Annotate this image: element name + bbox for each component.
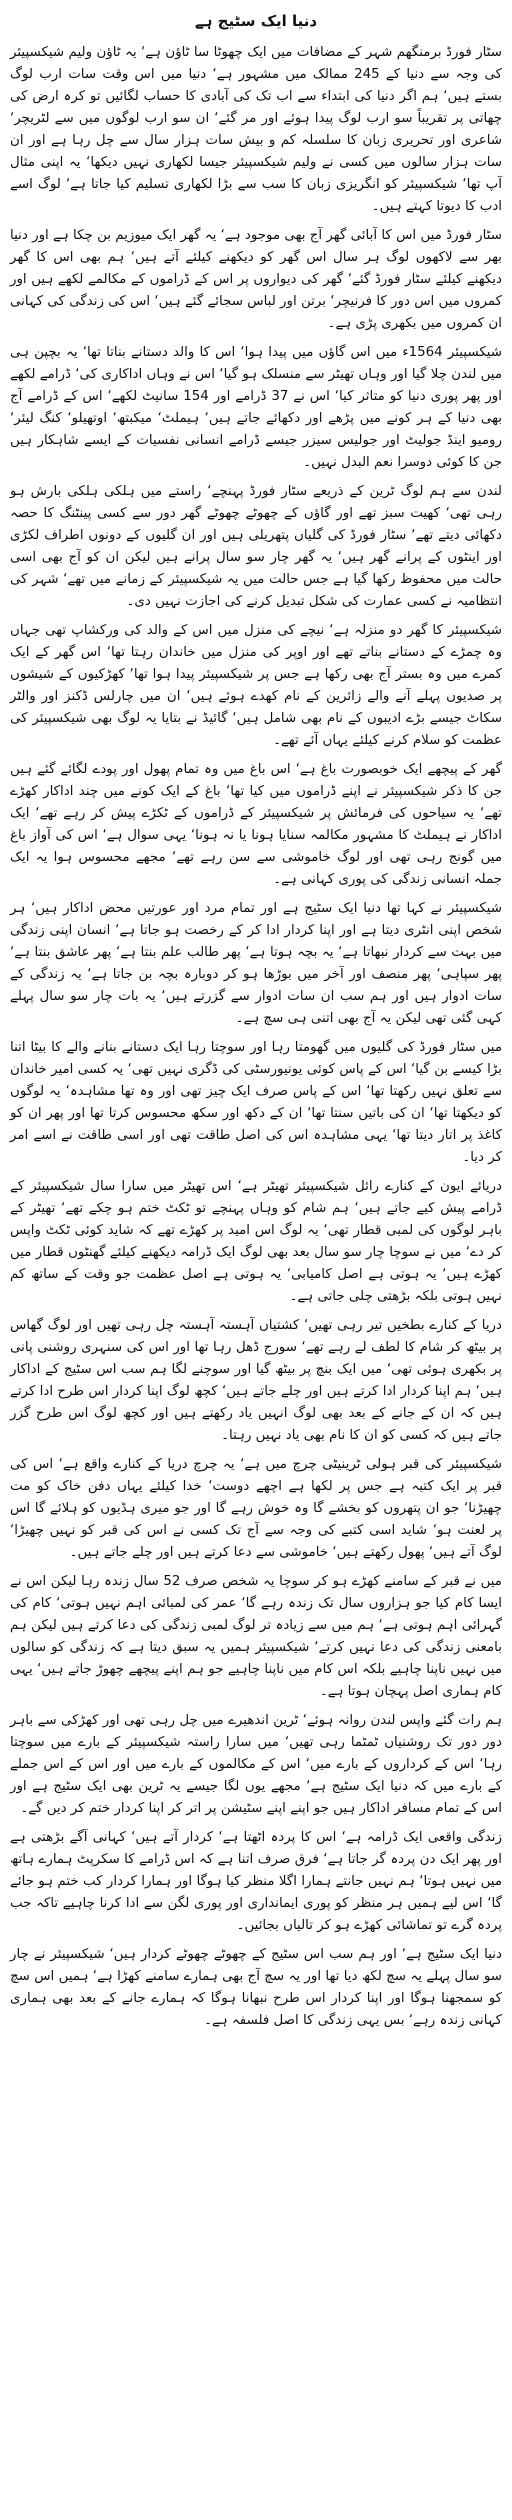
paragraph: زندگی واقعی ایک ڈرامہ ہے‘ اس کا پردہ اٹھتا ہے‘ کردار آتے ہیں‘ کہانی آگے بڑھتی ہے اور پھر ایک دن پردہ گر جاتا ہے‘ فرق صرف اتنا ہے کہ اس ڈرامے کا سکرپٹ ہمارے ہاتھ میں نہیں ہوتا‘ ہم نہیں جانتے ہمارا اگلا منظر کیا ہوگا اور ہمارا کردار کب ختم ہو جائے گا‘ اس لیے ہمیں ہر منظر کو پوری ایمانداری اور پوری لگن سے ادا کرنا چاہیے تاکہ جب پردہ گرے تو تماشائی کھڑے ہو کر تالیاں بجائیں۔ (10, 1830, 502, 1933)
paragraph: میں سٹار فورڈ کی گلیوں میں گھومتا رہا اور سوچتا رہا ایک دستانے بنانے والے کا بیٹا اتنا بڑا کیسے بن گیا‘ اس کے پاس کوئی یونیورسٹی کی ڈگری نہیں تھی‘ یہ کسی امیر خاندان سے تعلق نہیں رکھتا تھا‘ اس کے پاس صرف ایک چیز تھی اور وہ تھا مشاہدہ‘ یہ لوگوں کو دیکھتا تھا‘ ان کی باتیں سنتا تھا‘ ان کے دکھ اور سکھ محسوس کرتا تھا اور پھر ان کو کاغذ پر اتار دیتا تھا‘ یہی مشاہدہ اس کی اصل طاقت تھی اور اسی طاقت نے اسے امر کر دیا۔ (10, 1040, 502, 1165)
paragraph: دنیا ایک سٹیج ہے‘ اور ہم سب اس سٹیج کے چھوٹے چھوٹے کردار ہیں‘ شیکسپیئر نے چار سو سال پہلے یہ سچ لکھ دیا تھا اور یہ سچ آج بھی ہمارے سامنے کھڑا ہے‘ ہمیں اس سچ کو سمجھنا ہوگا اور اپنا کردار اس طرح نبھانا ہوگا کہ ہمارے جانے کے بعد بھی ہماری کہانی زندہ رہے‘ بس یہی زندگی کا اصل فلسفہ ہے۔ (10, 1947, 502, 2028)
paragraph: لندن سے ہم لوگ ٹرین کے ذریعے سٹار فورڈ پہنچے‘ راستے میں ہلکی ہلکی بارش ہو رہی تھی‘ کھیت سبز تھے اور گاؤں کے چھوٹے چھوٹے گھر دور سے کسی پینٹنگ کا حصہ دکھائی دیتے تھے‘ سٹار فورڈ کی گلیاں پتھریلی ہیں اور ان گلیوں کے دونوں اطراف لکڑی اور اینٹوں کے پرانے گھر ہیں‘ یہ گھر چار سو سال پرانے ہیں لیکن ان کو آج بھی اسی حالت میں محفوظ رکھا گیا ہے جس حالت میں یہ شیکسپیئر کے زمانے میں تھے‘ شہر کی انتظامیہ نے کسی عمارت کی شکل تبدیل کرنے کی اجازت نہیں دی۔ (10, 484, 502, 609)
paragraph: ہم رات گئے واپس لندن روانہ ہوئے‘ ٹرین اندھیرے میں چل رہی تھی اور کھڑکی سے باہر دور دور تک روشنیاں ٹمٹما رہی تھیں‘ میں سارا راستہ شیکسپیئر کے بارے میں سوچتا رہا‘ اس کے کرداروں کے بارے میں‘ اس کے مکالموں کے بارے میں اور اس کے اس جملے کے بارے میں کہ دنیا ایک سٹیج ہے‘ مجھے یوں لگا جیسے یہ ٹرین بھی ایک سٹیج ہے اور اس کے تمام مسافر اداکار ہیں جو اپنے اپنے سٹیشن پر اتر کر اپنا کردار ختم کر دیں گے۔ (10, 1713, 502, 1816)
paragraph: سٹار فورڈ برمنگھم شہر کے مضافات میں ایک چھوٹا سا ٹاؤن ہے‘ یہ ٹاؤن ولیم شیکسپیئر کی وجہ سے دنیا کے 245 ممالک میں مشہور ہے‘ دنیا میں اس وقت سات ارب لوگ بستے ہیں‘ ہم اگر دنیا کی ابتداء سے اب تک کی آبادی کا حساب لگائیں تو کرہ ارض کی چھاتی پر تقریباً سو ارب لوگ پیدا ہوئے اور مر گئے‘ ان سو ارب لوگوں میں سے لٹریچر‘ شاعری اور تحریری زبان کا سلسلہ کم و بیش سات ہزار سال سے چل رہا ہے اور ان سات ہزار سالوں میں کسی نے ولیم شیکسپیئر جیسا لکھاری نہیں دیکھا‘ یہ اپنی مثال آپ تھا‘ شیکسپیئر کو انگریزی زبان کا سب سے بڑا لکھاری تسلیم کیا جاتا ہے‘ لوگ اسے ادب کا دیوتا کہتے ہیں۔ (10, 45, 502, 214)
paragraph: دریا کے کنارے بطخیں تیر رہی تھیں‘ کشتیاں آہستہ آہستہ چل رہی تھیں اور لوگ گھاس پر بیٹھ کر شام کا لطف لے رہے تھے‘ سورج ڈھل رہا تھا اور اس کی سنہری روشنی پانی پر بکھری ہوئی تھی‘ میں ایک بنچ پر بیٹھ گیا اور سوچنے لگا ہم سب اس سٹیج کے اداکار ہیں‘ ہم اپنا کردار ادا کرتے ہیں اور چلے جاتے ہیں‘ کچھ لوگ اپنا کردار اس طرح ادا کرتے ہیں کہ ان کے جانے کے بعد بھی لوگ انہیں یاد رکھتے ہیں اور کچھ لوگ اس طرح گزر جاتے ہیں کہ کسی کو ان کا نام بھی یاد نہیں رہتا۔ (10, 1318, 502, 1443)
paragraph: دریائے ایون کے کنارے رائل شیکسپیئر تھیٹر ہے‘ اس تھیٹر میں سارا سال شیکسپیئر کے ڈرامے پیش کیے جاتے ہیں‘ ہم شام کو وہاں پہنچے تو ٹکٹ ختم ہو چکے تھے‘ تھیٹر کے باہر لوگوں کی لمبی قطار تھی‘ یہ لوگ اس امید پر کھڑے تھے کہ شاید کوئی ٹکٹ واپس کر دے‘ میں نے سوچا چار سو سال بعد بھی لوگ ایک ڈرامہ دیکھنے کیلئے گھنٹوں قطار میں کھڑے ہیں‘ یہ ہوتی ہے اصل کامیابی‘ یہ ہوتی ہے اصل عظمت جو وقت کے ساتھ کم نہیں ہوتی بلکہ بڑھتی چلی جاتی ہے۔ (10, 1179, 502, 1304)
paragraph: سٹار فورڈ میں اس کا آبائی گھر آج بھی موجود ہے‘ یہ گھر ایک میوزیم بن چکا ہے اور دنیا بھر سے لاکھوں لوگ ہر سال اس گھر کو دیکھنے کیلئے آتے ہیں‘ ہم بھی اس کا گھر دیکھنے کیلئے سٹار فورڈ گئے‘ گھر کی دیواروں پر اس کے ڈراموں کے مکالمے لکھے ہیں اور کمروں میں اس دور کا فرنیچر‘ برتن اور لباس سجائے گئے ہیں‘ اس کی زندگی کی کہانی ان کمروں میں بکھری پڑی ہے۔ (9, 228, 502, 331)
paragraph: شیکسپیئر نے کہا تھا دنیا ایک سٹیج ہے اور تمام مرد اور عورتیں محض اداکار ہیں‘ ہر شخص اپنی انٹری دیتا ہے اور اپنا کردار ادا کر کے رخصت ہو جاتا ہے‘ انسان اپنی زندگی میں بہت سے کردار نبھاتا ہے‘ یہ بچہ ہوتا ہے‘ پھر طالب علم بنتا ہے‘ پھر عاشق بنتا ہے‘ پھر سپاہی‘ پھر منصف اور آخر میں بوڑھا ہو کر دوبارہ بچہ بن جاتا ہے‘ یہ زندگی کے سات ادوار ہیں اور ہم سب ان سات ادوار سے گزرتے ہیں‘ یہ بات چار سو سال پہلے کہی گئی تھی لیکن یہ آج بھی اتنی ہی سچ ہے۔ (10, 901, 502, 1026)
paragraph: شیکسپیئر کی قبر ہولی ٹرینیٹی چرچ میں ہے‘ یہ چرچ دریا کے کنارے واقع ہے‘ اس کی قبر پر ایک کتبہ ہے جس پر لکھا ہے اچھے دوست‘ خدا کیلئے یہاں دفن خاک کو مت چھیڑنا‘ جو ان پتھروں کو بخشے گا وہ خوش رہے گا اور جو میری ہڈیوں کو ہلائے گا اس پر لعنت ہو‘ شاید اسی کتبے کی وجہ سے آج تک کسی نے اس کی قبر کو نہیں چھیڑا‘ لوگ آتے ہیں‘ پھول رکھتے ہیں‘ خاموشی سے دعا کرتے ہیں اور چلے جاتے ہیں۔ (10, 1457, 502, 1560)
paragraph: گھر کے پیچھے ایک خوبصورت باغ ہے‘ اس باغ میں وہ تمام پھول اور پودے لگائے گئے ہیں جن کا ذکر شیکسپیئر نے اپنے ڈراموں میں کیا تھا‘ باغ کے ایک کونے میں چند اداکار کھڑے تھے‘ یہ سیاحوں کی فرمائش پر شیکسپیئر کے ڈراموں کے ٹکڑے پیش کر رہے تھے‘ ایک اداکار نے ہیملٹ کا مشہور مکالمہ سنایا ہونا یا نہ ہونا‘ یہی سوال ہے‘ اس کی آواز باغ میں گونج رہی تھی اور لوگ خاموشی سے سن رہے تھے‘ مجھے محسوس ہوا یہ ایک جملہ انسانی زندگی کی پوری کہانی ہے۔ (10, 762, 502, 887)
paragraph: شیکسپیئر 1564ء میں اس گاؤں میں پیدا ہوا‘ اس کا والد دستانے بناتا تھا‘ یہ بچپن ہی میں لندن چلا گیا اور وہاں تھیٹر سے منسلک ہو گیا‘ اس نے وہاں اداکاری کی‘ ڈرامے لکھے اور پھر پوری دنیا کو متاثر کیا‘ اس نے 37 ڈرامے اور 154 سانیٹ لکھے‘ اس کے ڈرامے آج بھی دنیا کے ہر کونے میں پڑھے اور دکھائے جاتے ہیں‘ ہیملٹ‘ میکبتھ‘ اوتھیلو‘ کنگ لیئر‘ رومیو اینڈ جولیٹ اور جولیس سیزر جیسے ڈرامے انسانی نفسیات کے ایسے شاہکار ہیں جن کا کوئی دوسرا نعم البدل نہیں۔ (10, 345, 502, 470)
article-title: دنیا ایک سٹیج ہے (194, 12, 318, 30)
article-body (10, 42, 502, 2032)
paragraph: شیکسپیئر کا گھر دو منزلہ ہے‘ نیچے کی منزل میں اس کے والد کی ورکشاپ تھی جہاں وہ چمڑے کے دستانے بناتے تھے اور اوپر کی منزل میں خاندان رہتا تھا‘ اس گھر کے ایک کمرے میں وہ بستر آج بھی رکھا ہے جس پر شیکسپیئر پیدا ہوا تھا‘ کھڑکیوں کے شیشوں پر صدیوں پہلے آنے والے زائرین کے نام کھدے ہوئے ہیں‘ ان میں چارلس ڈکنز اور والٹر سکاٹ جیسے بڑے ادیبوں کے نام بھی شامل ہیں‘ گائیڈ نے بتایا یہ لوگ بھی شیکسپیئر کی عظمت کو سلام کرنے کیلئے یہاں آئے تھے۔ (10, 623, 502, 748)
paragraph: میں نے قبر کے سامنے کھڑے ہو کر سوچا یہ شخص صرف 52 سال زندہ رہا لیکن اس نے ایسا کام کیا جو ہزاروں سال تک زندہ رہے گا‘ عمر کی لمبائی اہم نہیں ہوتی‘ کام کی گہرائی اہم ہوتی ہے‘ ہم میں سے زیادہ تر لوگ لمبی زندگی کی دعا کرتے ہیں لیکن ہم بامعنی زندگی کی دعا نہیں کرتے‘ شیکسپیئر ہمیں یہ سبق دیتا ہے کہ زندگی کو سالوں میں نہیں ناپنا چاہیے بلکہ اس کام میں ناپنا چاہیے جو ہم اپنے پیچھے چھوڑ جاتے ہیں‘ یہی کام ہماری اصل پہچان ہوتا ہے۔ (10, 1574, 502, 1699)
